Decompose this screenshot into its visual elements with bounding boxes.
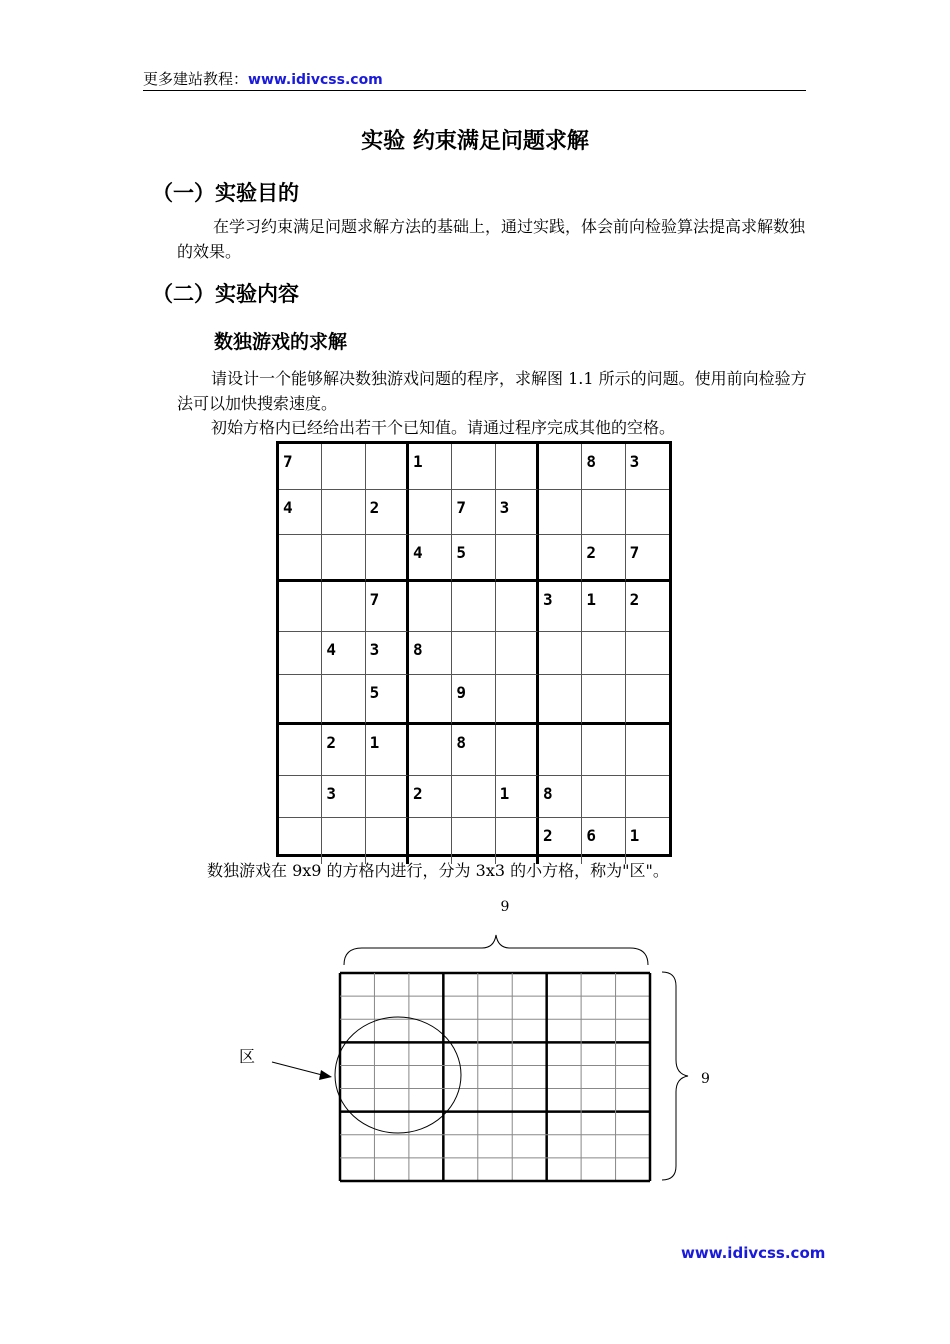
sudoku-cell: 4 — [409, 535, 452, 582]
sudoku-cell — [582, 632, 625, 675]
mini-grid — [340, 973, 650, 1181]
sudoku-cell: 2 — [322, 725, 365, 776]
sudoku-cell — [279, 776, 322, 818]
sudoku-cell: 2 — [366, 490, 409, 535]
sudoku-cell: 7 — [626, 535, 669, 582]
sudoku-cell — [409, 675, 452, 725]
sudoku-cell — [279, 675, 322, 725]
section-heading-content: （二）实验内容 — [152, 282, 299, 306]
sudoku-cell — [582, 675, 625, 725]
sudoku-cell: 3 — [626, 444, 669, 490]
content-paragraph-2: 初始方格内已经给出若干个已知值。请通过程序完成其他的空格。 — [211, 418, 676, 437]
page-header — [143, 70, 806, 91]
sudoku-cell — [626, 632, 669, 675]
sudoku-cell — [366, 776, 409, 818]
sudoku-cell — [539, 490, 582, 535]
sudoku-cell — [539, 725, 582, 776]
sudoku-cell — [496, 675, 539, 725]
sudoku-cell — [496, 582, 539, 632]
sudoku-cell — [452, 582, 495, 632]
sudoku-cell: 2 — [582, 535, 625, 582]
sudoku-cell — [322, 490, 365, 535]
sudoku-cell — [452, 444, 495, 490]
sudoku-cell: 6 — [582, 818, 625, 864]
zone-label: 区 — [239, 1047, 256, 1066]
sudoku-cell — [539, 675, 582, 725]
sudoku-cell: 7 — [366, 582, 409, 632]
sudoku-cell — [322, 675, 365, 725]
sudoku-cell — [539, 632, 582, 675]
sudoku-cell — [366, 535, 409, 582]
sudoku-cell: 5 — [366, 675, 409, 725]
right-brace — [662, 972, 688, 1180]
sudoku-cell — [496, 535, 539, 582]
sudoku-cell — [496, 444, 539, 490]
sudoku-cell: 8 — [409, 632, 452, 675]
sudoku-cell — [539, 444, 582, 490]
subsection-heading-sudoku: 数独游戏的求解 — [214, 331, 348, 353]
sudoku-cell — [582, 776, 625, 818]
sudoku-cell: 8 — [539, 776, 582, 818]
sudoku-cell — [279, 632, 322, 675]
zone-arrow-line — [272, 1062, 326, 1076]
sudoku-cell — [626, 490, 669, 535]
section-heading-purpose: （一）实验目的 — [152, 181, 299, 205]
sudoku-cell — [322, 444, 365, 490]
page-title: 实验 约束满足问题求解 — [361, 129, 589, 154]
sudoku-cell: 2 — [409, 776, 452, 818]
sudoku-cell: 5 — [452, 535, 495, 582]
sudoku-cell — [366, 444, 409, 490]
sudoku-cell — [322, 582, 365, 632]
sudoku-cell: 1 — [496, 776, 539, 818]
sudoku-cell: 8 — [452, 725, 495, 776]
sudoku-cell — [452, 632, 495, 675]
sudoku-cell: 4 — [322, 632, 365, 675]
footer-site-link[interactable]: www.idivcss.com — [681, 1244, 826, 1262]
sudoku-cell — [496, 725, 539, 776]
sudoku-cell — [626, 725, 669, 776]
header-label: 更多建站教程： — [143, 70, 249, 88]
sudoku-cell: 1 — [366, 725, 409, 776]
sudoku-cell — [452, 776, 495, 818]
sudoku-cell: 7 — [452, 490, 495, 535]
sudoku-cell — [496, 632, 539, 675]
sudoku-cell: 3 — [539, 582, 582, 632]
sudoku-cell: 3 — [366, 632, 409, 675]
sudoku-cell — [582, 490, 625, 535]
sudoku-cell — [409, 582, 452, 632]
sudoku-cell — [626, 776, 669, 818]
sudoku-cell: 2 — [626, 582, 669, 632]
sudoku-cell — [279, 535, 322, 582]
sudoku-cell: 1 — [582, 582, 625, 632]
sudoku-cell: 3 — [496, 490, 539, 535]
sudoku-cell: 8 — [582, 444, 625, 490]
sudoku-cell — [582, 725, 625, 776]
sudoku-cell: 9 — [452, 675, 495, 725]
zone-diagram — [230, 890, 730, 1190]
figure-caption: 数独游戏在 9x9 的方格内进行，分为 3x3 的小方格，称为"区"。 — [207, 861, 669, 880]
sudoku-cell — [279, 725, 322, 776]
zone-arrow-head — [319, 1070, 332, 1080]
sudoku-cell — [409, 725, 452, 776]
sudoku-cell — [626, 675, 669, 725]
top-brace — [344, 935, 648, 965]
sudoku-cell: 1 — [629, 826, 640, 845]
sudoku-cell: 1 — [409, 444, 452, 490]
diagram-right-label: 9 — [701, 1071, 710, 1087]
sudoku-grid — [276, 441, 672, 857]
purpose-paragraph: 在学习约束满足问题求解方法的基础上，通过实践，体会前向检验算法提高求解数独的效果。 — [177, 217, 806, 261]
sudoku-cell — [322, 535, 365, 582]
sudoku-cell — [409, 490, 452, 535]
content-paragraph-1: 请设计一个能够解决数独游戏问题的程序，求解图 1.1 所示的问题。使用前向检验方法可以加快搜索速度。 — [177, 369, 807, 413]
sudoku-cell: 2 — [539, 818, 582, 864]
sudoku-cell — [539, 535, 582, 582]
diagram-top-label: 9 — [500, 899, 510, 915]
sudoku-cell: 7 — [279, 444, 322, 490]
sudoku-cell — [279, 582, 322, 632]
header-site-link[interactable]: www.idivcss.com — [248, 72, 383, 88]
sudoku-cell: 3 — [322, 776, 365, 818]
sudoku-cell: 4 — [279, 490, 322, 535]
